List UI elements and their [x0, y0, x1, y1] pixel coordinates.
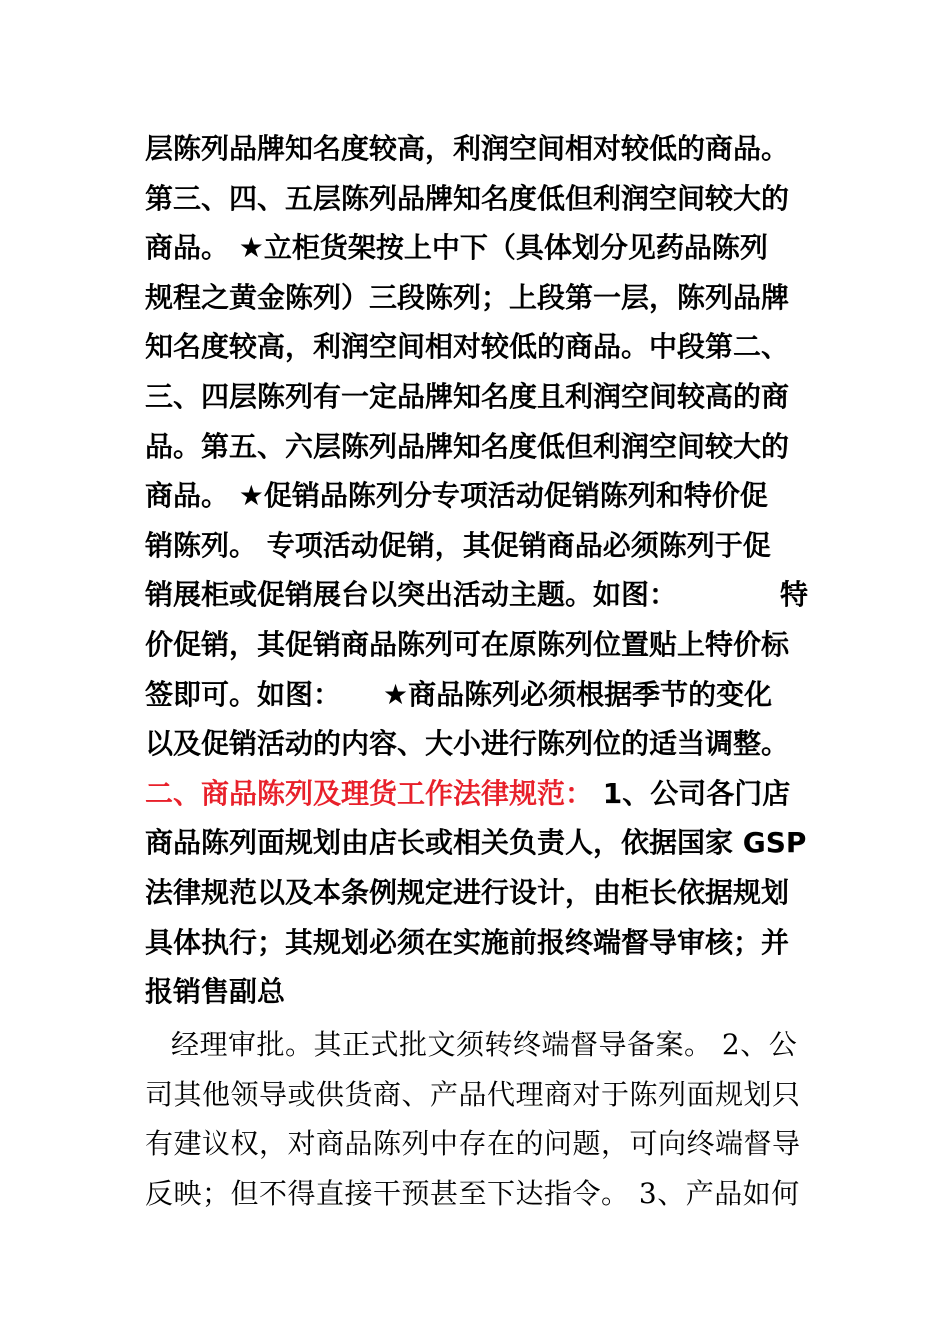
text-line: 三、四层陈列有一定品牌知名度且利润空间较高的商: [145, 379, 790, 413]
text-line: 商品。 ★立柜货架按上中下（具体划分见药品陈列: [145, 231, 768, 265]
serif-text-block: [145, 1020, 808, 1218]
figure-reference-tail: 特: [779, 578, 808, 612]
section-heading-line: [145, 769, 808, 819]
text-line: 商品陈列面规划由店长或相关负责人，依据国家 GSP: [145, 826, 807, 860]
text-line: 层陈列品牌知名度较高，利润空间相对较低的商品。: [145, 132, 790, 165]
text-line: 知名度较高，利润空间相对较低的商品。中段第二、: [145, 330, 790, 364]
text-line: 法律规范以及本条例规定进行设计，由柜长依据规划: [145, 875, 790, 909]
text-line-figure: [145, 570, 808, 620]
text-line: 品。第五、六层陈列品牌知名度低但利润空间较大的: [145, 429, 790, 463]
text-line: 司其他领导或供货商、产品代理商对于陈列面规划只: [145, 1077, 801, 1111]
section-heading-tail: 1、公司各门店: [593, 776, 791, 810]
text-line: 以及促销活动的内容、大小进行陈列位的适当调整。: [145, 727, 790, 761]
text-line: 有建议权，对商品陈列中存在的问题，可向终端督导: [145, 1127, 801, 1161]
text-line: 经理审批。其正式批文须转终端督导备案。 2、公: [171, 1028, 798, 1061]
text-line: 第三、四、五层陈列品牌知名度低但利润空间较大的: [145, 181, 790, 215]
text-line: 反映；但不得直接干预甚至下达指令。 3、产品如何: [145, 1176, 800, 1210]
text-line: 具体执行；其规划必须在实施前报终端督导审核；并: [145, 925, 790, 959]
text-line: 报销售副总: [145, 975, 286, 1009]
figure-reference-text: 销展柜或促销展台以突出活动主题。如图：: [145, 578, 678, 612]
text-line: 商品。 ★促销品陈列分专项活动促销陈列和特价促: [145, 479, 768, 513]
bold-text-block: [145, 124, 808, 1017]
text-line: 签即可。如图： ★商品陈列必须根据季节的变化: [145, 677, 773, 711]
text-line: 销陈列。 专项活动促销，其促销商品必须陈列于促: [145, 528, 771, 562]
text-line: 规程之黄金陈列）三段陈列；上段第一层，陈列品牌: [145, 280, 790, 314]
section-heading: 二、商品陈列及理货工作法律规范：: [145, 776, 594, 810]
text-line: 价促销，其促销商品陈列可在原陈列位置贴上特价标: [145, 627, 790, 661]
